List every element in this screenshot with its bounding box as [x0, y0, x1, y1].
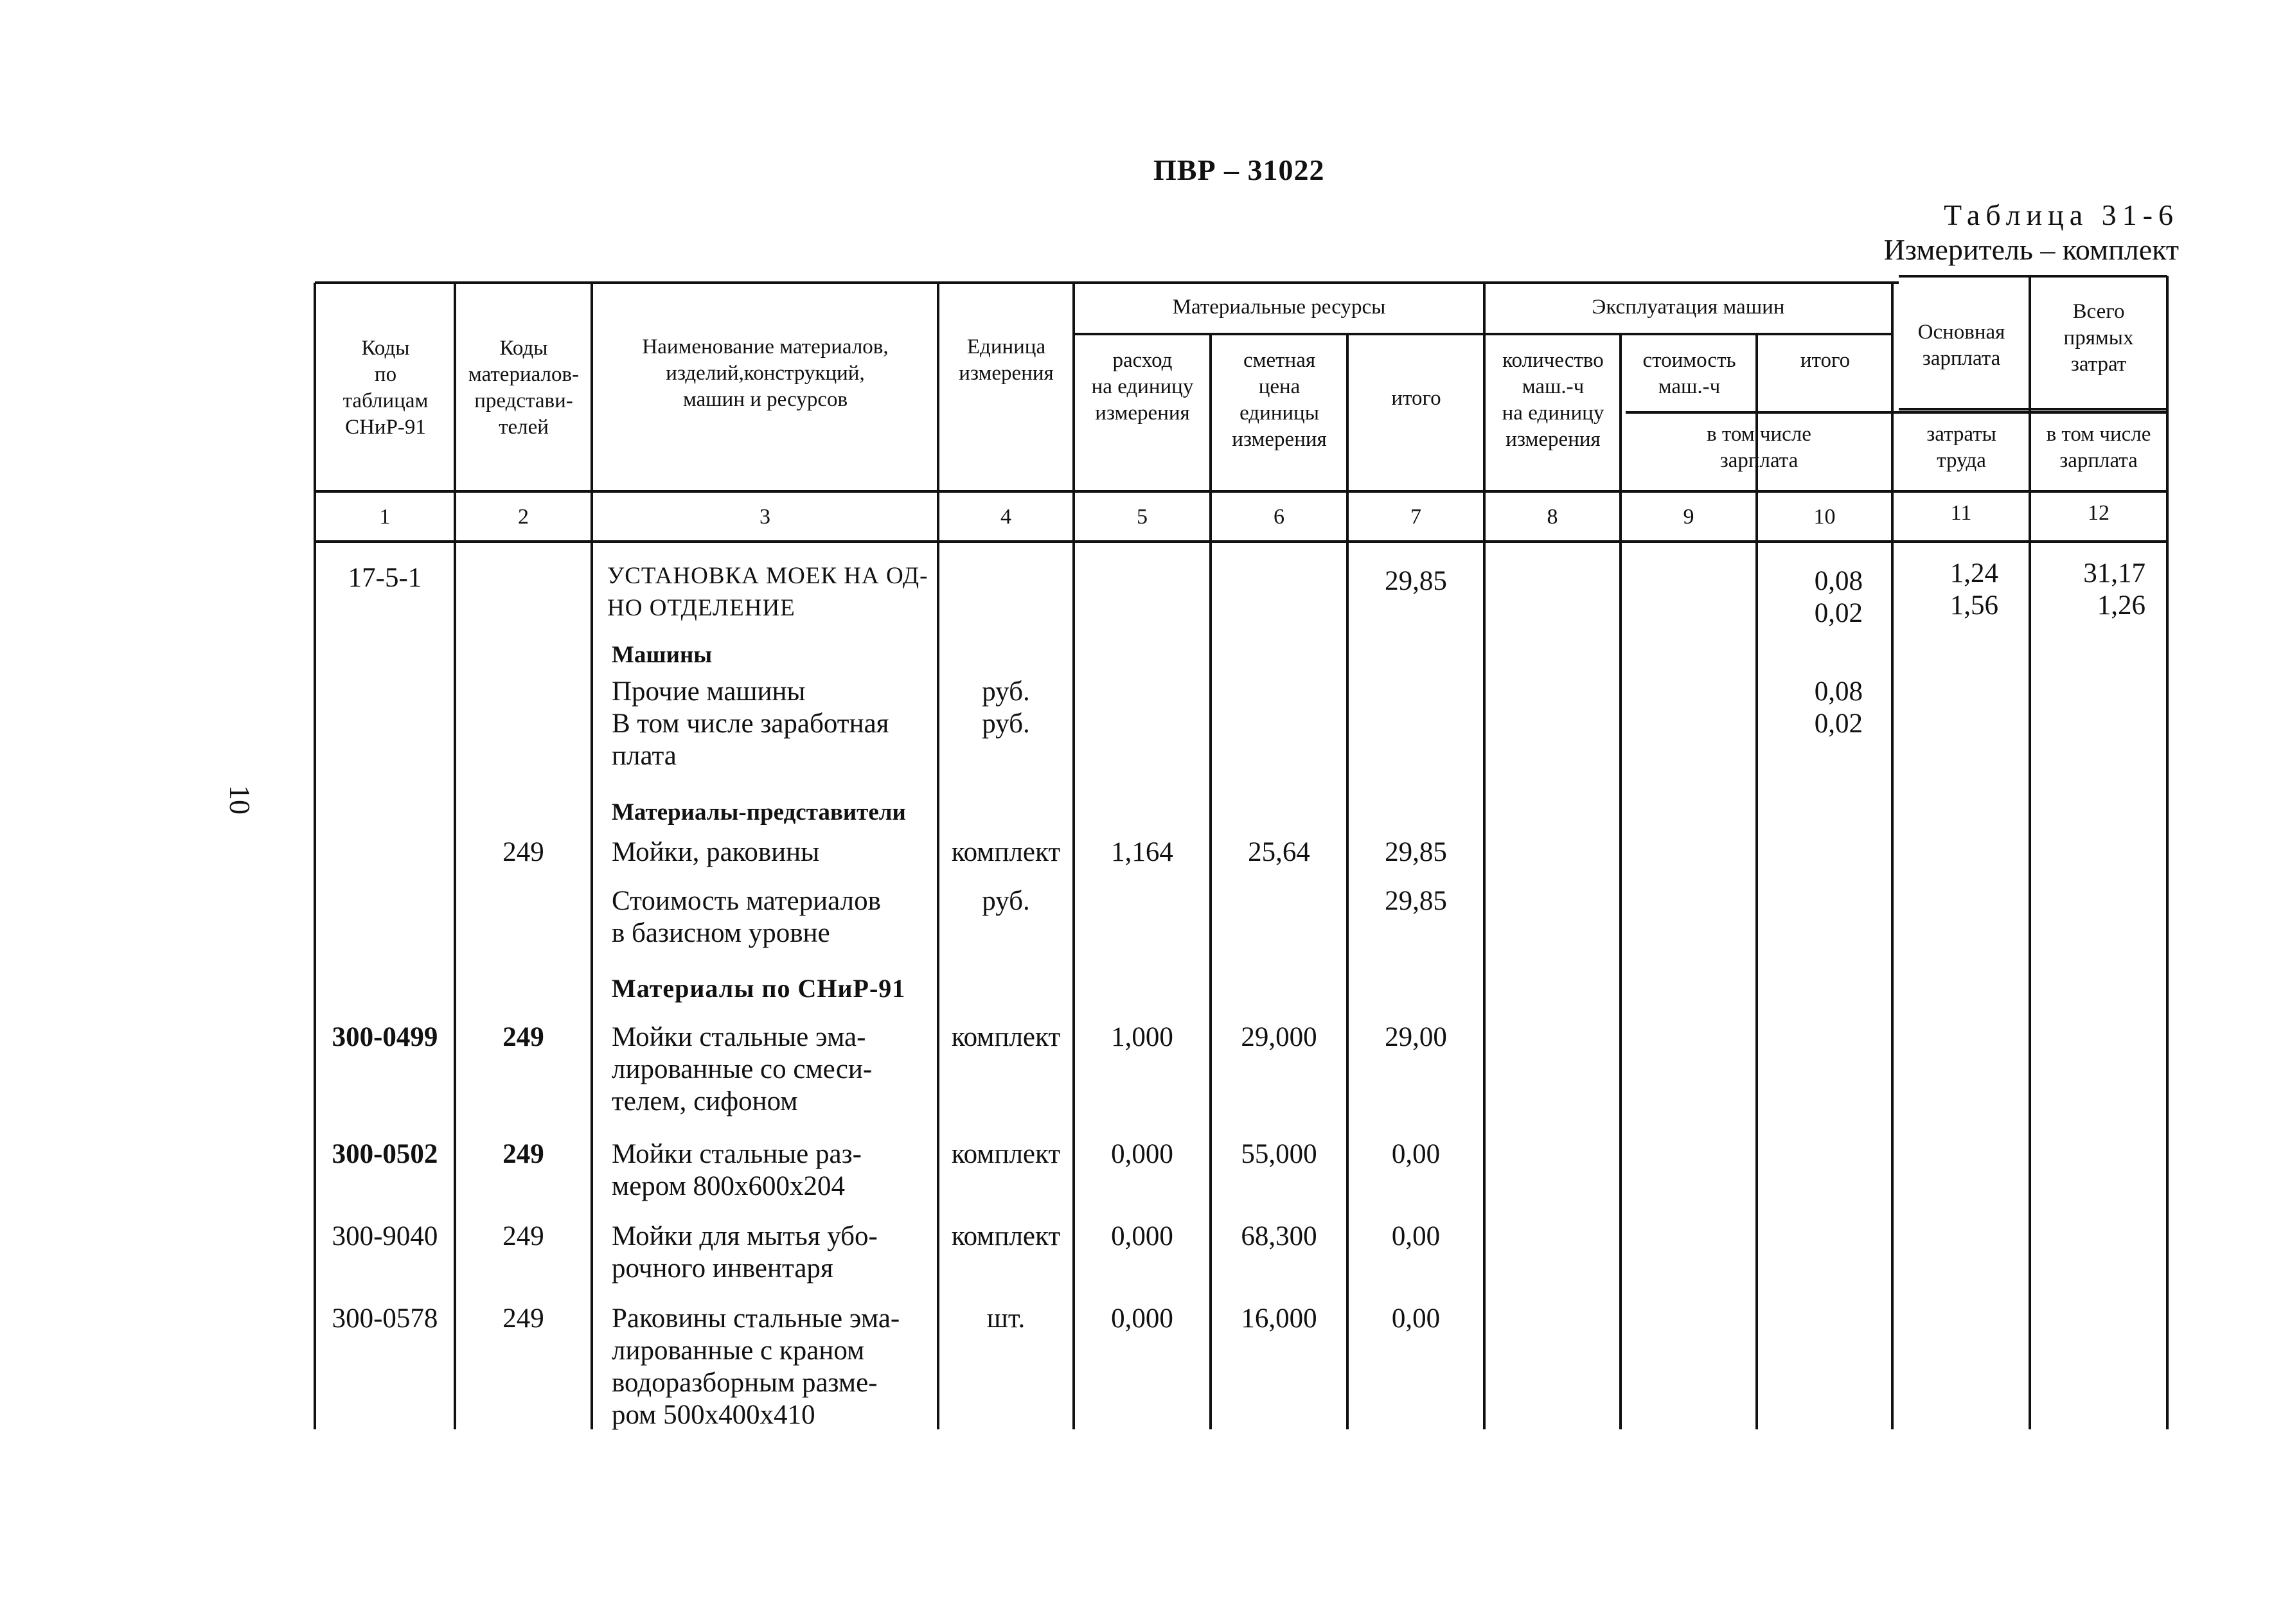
header-col9: стоимость маш.-ч: [1642, 349, 1736, 398]
column-number: 10: [1813, 505, 1836, 529]
rep-code: 249: [502, 837, 544, 867]
column-number: 8: [1547, 505, 1558, 529]
rep-total: 29,85: [1385, 837, 1447, 867]
rep-unit: комплект: [951, 837, 1061, 867]
table-label: Таблица 31-6: [1943, 199, 2179, 231]
item-price: 16,000: [1241, 1303, 1317, 1334]
header-col7: итого: [1391, 387, 1441, 410]
item-rate: 0,000: [1111, 1139, 1173, 1169]
header-col11-sub: затраты труда: [1926, 423, 1996, 472]
header-col2: Коды материалов- представи- телей: [468, 337, 580, 439]
item-price: 68,300: [1241, 1221, 1317, 1251]
column-number: 4: [1000, 505, 1011, 529]
item-rep: 249: [502, 1022, 544, 1052]
header-col1: Коды по таблицам СНиР-91: [342, 337, 429, 439]
section-snip: Материалы по СНиР-91: [612, 974, 906, 1003]
item-rate: 0,000: [1111, 1303, 1173, 1334]
item-price: 29,000: [1241, 1022, 1317, 1052]
header-col8: количество маш.-ч на единицу измерения: [1502, 349, 1604, 451]
item-code: 300-0502: [332, 1139, 438, 1169]
cost-name: Стоимость материалов в базисном уровне: [612, 886, 881, 948]
header-col10: итого: [1800, 349, 1851, 372]
other-machines-units: руб. руб.: [982, 676, 1030, 739]
main-col12: 31,17 1,26: [2083, 558, 2145, 621]
header-col6: сметная цена единицы измерения: [1232, 349, 1327, 451]
column-number: 11: [1950, 501, 1972, 525]
item-rep: 249: [502, 1221, 544, 1251]
item-rate: 1,000: [1111, 1022, 1173, 1052]
document-code: ПВР – 31022: [1153, 154, 1325, 186]
page-number: 10: [224, 785, 256, 815]
column-number: 9: [1683, 505, 1694, 529]
column-number: 12: [2088, 501, 2110, 525]
header-col11: Основная зарплата: [1917, 321, 2005, 370]
header-col12-sub: в том числе зарплата: [2046, 423, 2151, 472]
item-total: 0,00: [1391, 1139, 1441, 1169]
header-col3: Наименование материалов, изделий,конструкций, машин и ресурсов: [642, 335, 889, 411]
item-code: 300-0499: [332, 1022, 438, 1052]
main-title: УСТАНОВКА МОЕК НА ОД- НО ОТДЕЛЕНИЕ: [607, 563, 928, 621]
item-total: 0,00: [1391, 1221, 1441, 1251]
cost-total: 29,85: [1385, 886, 1447, 916]
item-code: 300-0578: [332, 1303, 438, 1334]
main-col10: 0,08 0,02: [1814, 566, 1863, 628]
cost-unit: руб.: [982, 886, 1030, 916]
item-unit: комплект: [951, 1022, 1061, 1052]
item-rep: 249: [502, 1139, 544, 1169]
item-code: 300-9040: [332, 1221, 438, 1251]
header-material-group: Материальные ресурсы: [1172, 296, 1386, 319]
header-col5: расход на единицу измерения: [1091, 349, 1194, 425]
column-number: 3: [759, 505, 770, 529]
rep-name: Мойки, раковины: [612, 837, 820, 867]
item-price: 55,000: [1241, 1139, 1317, 1169]
rep-rate: 1,164: [1111, 837, 1173, 867]
item-name: Мойки стальные эма- лированные со смеси- телем, сифоном: [612, 1022, 873, 1116]
other-machines-name: Прочие машины В том числе заработная плата: [612, 676, 889, 771]
rep-price: 25,64: [1248, 837, 1310, 867]
main-code: 17-5-1: [348, 563, 422, 593]
header-col4: Единица измерения: [959, 335, 1054, 385]
header-col9-10-sub: в том числе зарплата: [1707, 423, 1811, 472]
section-representatives: Материалы-представители: [612, 799, 906, 825]
item-total: 0,00: [1391, 1303, 1441, 1334]
header-machine-group: Эксплуатация машин: [1592, 296, 1785, 319]
column-number: 1: [379, 505, 391, 529]
item-name: Мойки для мытья убо- рочного инвентаря: [612, 1221, 878, 1284]
item-rate: 0,000: [1111, 1221, 1173, 1251]
column-number: 7: [1410, 505, 1421, 529]
main-col11: 1,24 1,56: [1950, 558, 1998, 621]
other-machines-col10: 0,08 0,02: [1814, 676, 1863, 739]
column-number: 2: [518, 505, 529, 529]
item-unit: шт.: [986, 1303, 1026, 1334]
column-number: 5: [1137, 505, 1148, 529]
column-number: 6: [1274, 505, 1284, 529]
main-total: 29,85: [1385, 566, 1447, 596]
section-machines: Машины: [612, 642, 713, 668]
item-name: Мойки стальные раз- мером 800x600x204: [612, 1139, 862, 1201]
item-name: Раковины стальные эма- лированные с краном водоразборным разме- ром 500x400x410: [612, 1303, 900, 1430]
header-col12: Всего прямых затрат: [2063, 300, 2134, 376]
item-rep: 249: [502, 1303, 544, 1334]
item-unit: комплект: [951, 1221, 1061, 1251]
item-total: 29,00: [1385, 1022, 1447, 1052]
unit-label: Измеритель – комплект: [1883, 233, 2179, 266]
item-unit: комплект: [951, 1139, 1061, 1169]
